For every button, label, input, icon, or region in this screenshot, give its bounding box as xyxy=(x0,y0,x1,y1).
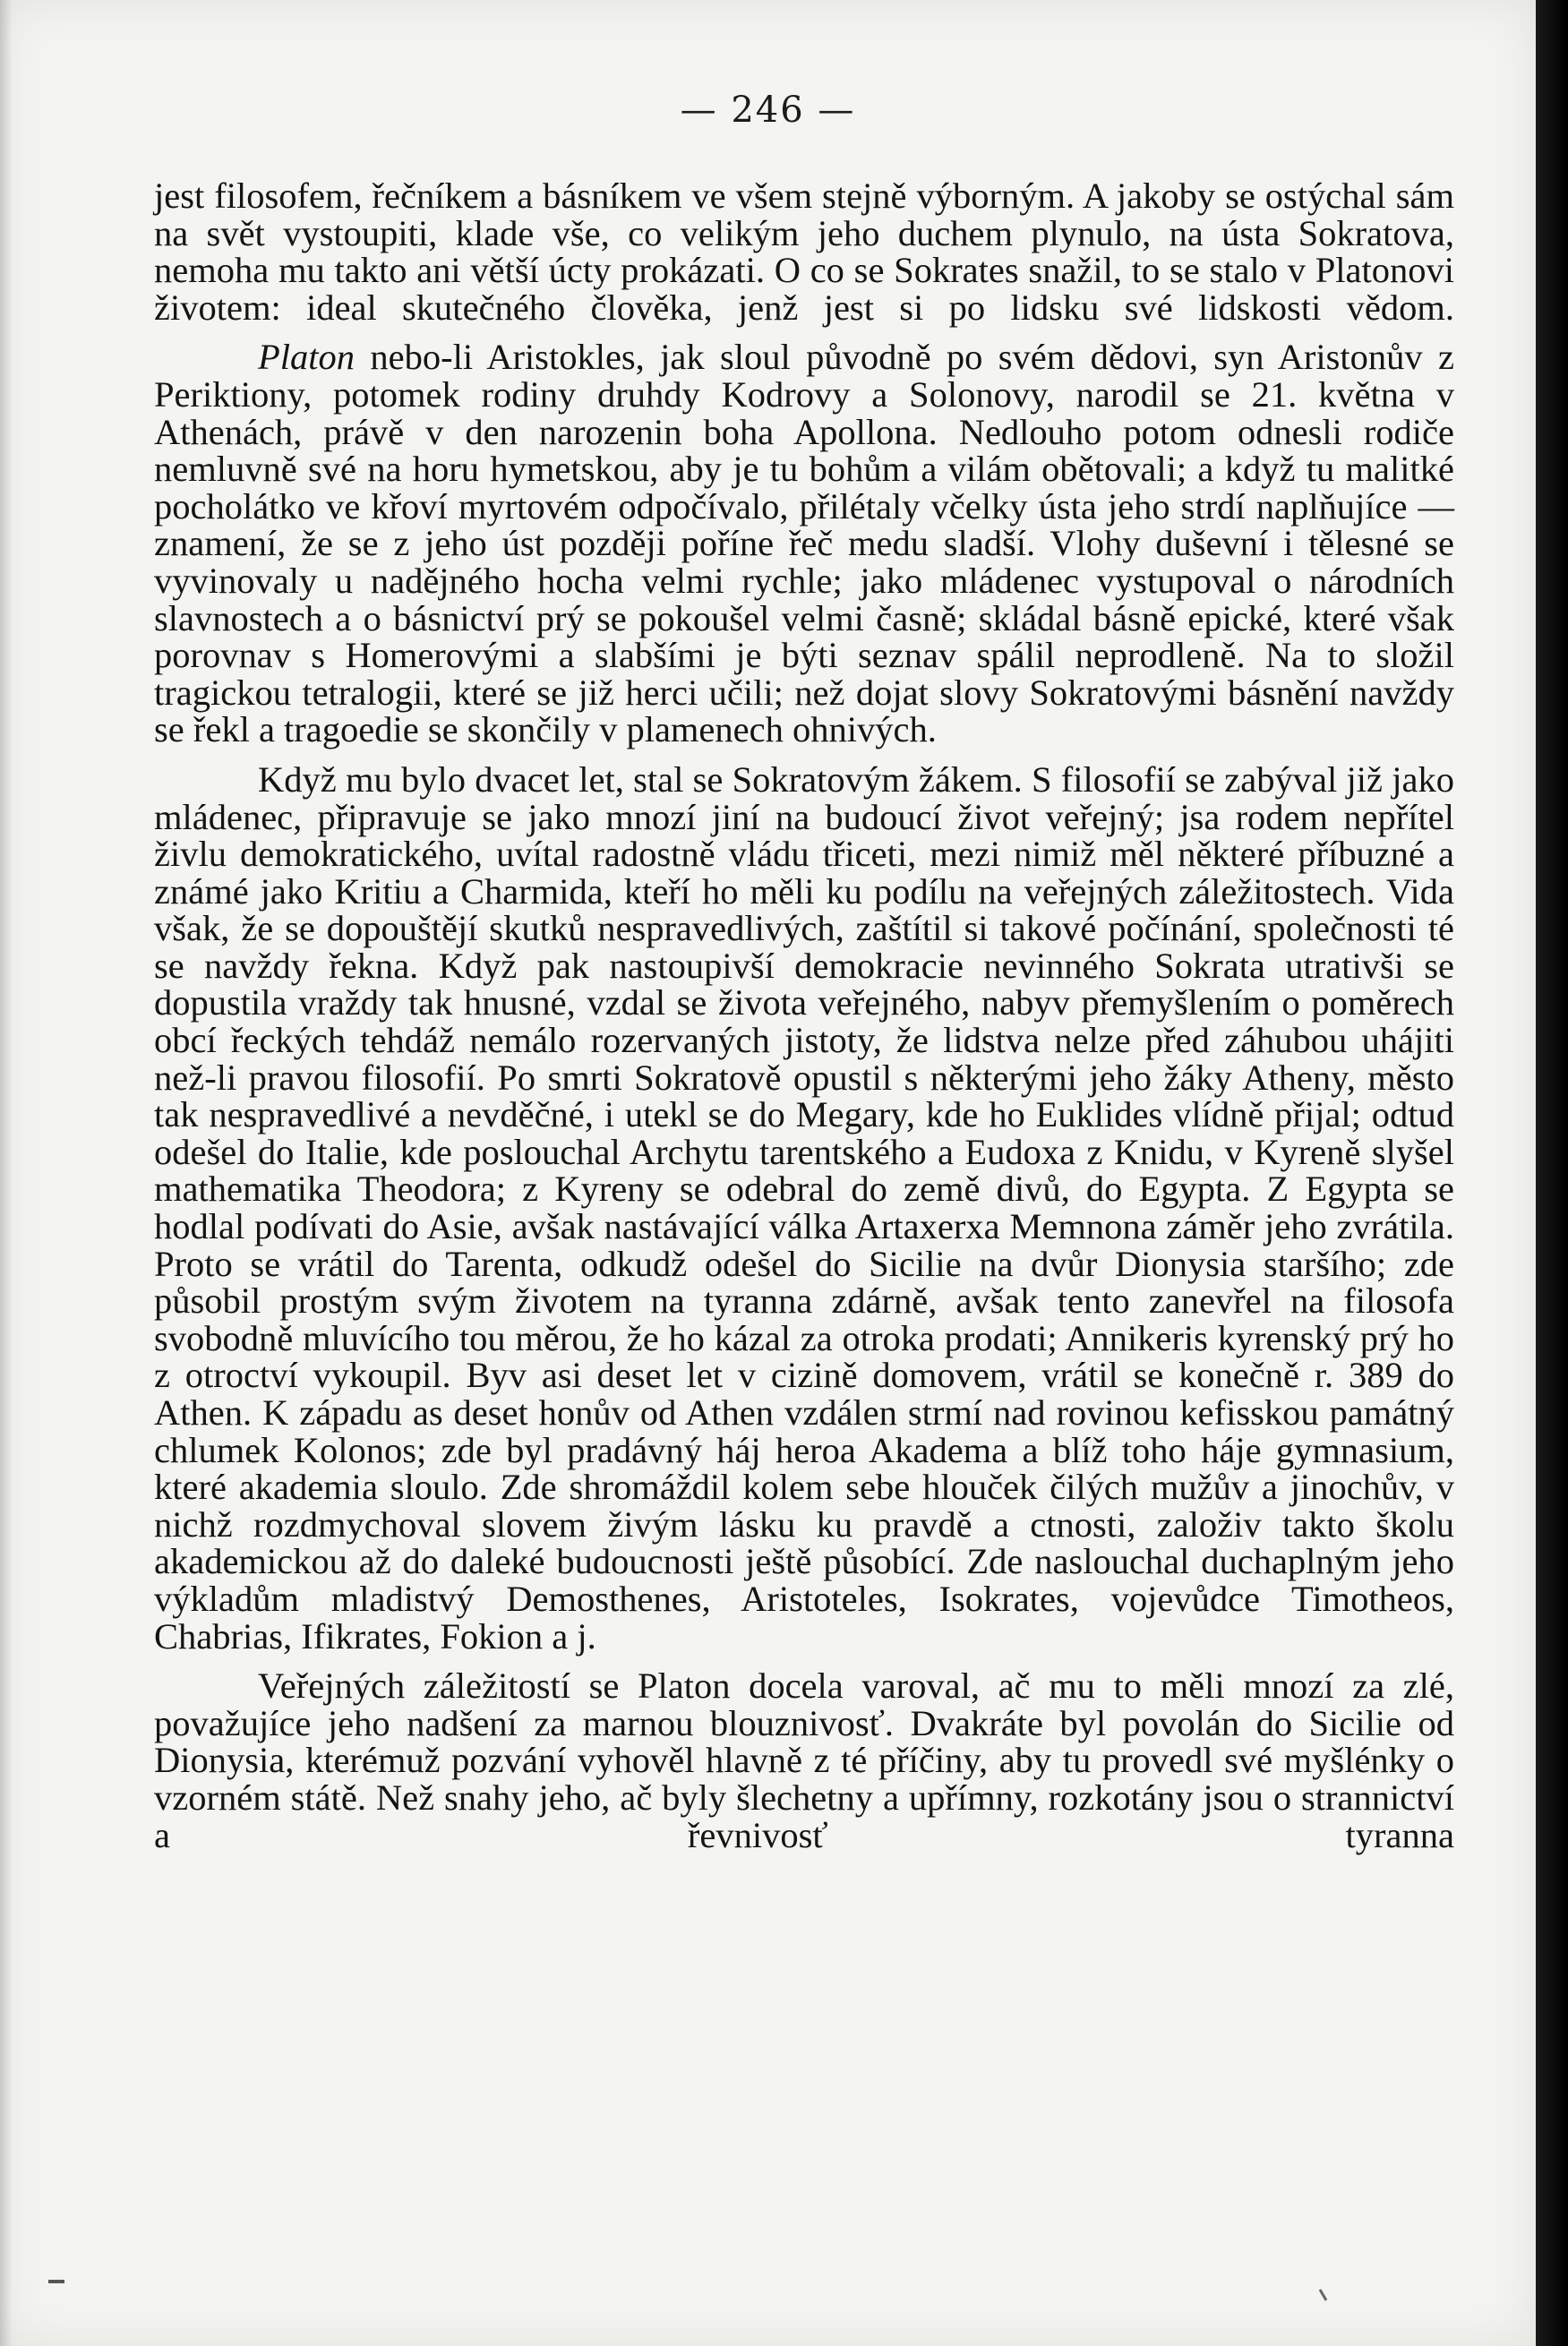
scan-mark xyxy=(48,2280,64,2283)
italic-name-platon: Platon xyxy=(258,337,355,378)
paragraph-3: Když mu bylo dvacet let, stal se Sokratovým žákem. S filosofií se zabýval již jako mládenec, připravuje se jako mnozí jiní na budoucí život veřejný; jsa rodem nepřítel živlu demokratického, uvítal radostně vládu třiceti, mezi nimiž měl některé příbuzné a známé jako Kritiu a Charmida, kteří ho měli ku podílu na veřejných záležitostech. Vida však, že se dopouštějí skutků nespravedlivých, zaštítil si takové počínání, společnosti té se navždy řekna. Když pak nastoupivší demokracie nevinného Sokrata utrativši se dopustila vraždy tak hnusné, vzdal se života veřejného, nabyv přemyšlením o poměrech obcí řeckých tehdáž nemálo rozervaných jistoty, že lidstva nelze před záhubou uhájiti než-li pravou filosofií. Po smrti Sokratově opustil s některými jeho žáky Atheny, město tak nespravedlivé a nevděčné, i utekl se do Megary, kde ho Euklides vlídně přijal; odtud odešel do Italie, kde poslouchal Archytu tarentského a Eudoxa z Knidu, v Kyreně slyšel mathematika Theodora; z Kyreny se odebral do země divů, do Egypta. Z Egypta se hodlal podívati do Asie, avšak nastávající válka Artaxerxa Memnona záměr jeho zvrátila. Proto se vrátil do Tarenta, odkudž odešel do Sicilie na dvůr Dionysia staršího; zde působil prostým svým životem na tyranna zdárně, avšak tento zanevřel na filosofa svobodně mluvícího tou měrou, že ho kázal za otroka prodati; Annikeris kyrenský prý ho z otroctví vykoupil. Byv asi deset let v cizině domovem, vrátil se konečně r. 389 do Athen. K západu as deset honův od Athen vzdálen strmí nad rovinou kefisskou památný chlumek Kolonos; zde byl pradávný háj heroa Akadema a blíž toho háje gymnasium, které akademia sloulo. Zde shromáždil kolem sebe hlouček čilých mužův a jinochův, v nichž rozdmychoval slovem živým lásku ku pravdě a ctnosti, založiv takto školu akademickou až do daleké budoucnosti ještě působící. Zde naslouchal duchaplným jeho výkladům mladistvý Demosthenes, Aristoteles, Isokrates, vojevůdce Timotheos, Chabrias, Ifikrates, Fokion a j. xyxy=(154,758,1454,1657)
paragraph-2-text: nebo-li Aristokles, jak sloul původně po svém dědovi, syn Aristonův z Periktiony, potomek rodiny druhdy Kodrovy a Solonovy, narodil se 21. května v Athenách, právě v den narozenin boha Apollona. Nedlouho potom odnesli rodiče nemluvně své na horu hymetskou, aby je tu bohům a vilám obětovali; a když tu malitké pocholátko ve křoví myrtovém odpočívalo, přilétaly včelky ústa jeho strdí naplňujíce — znamení, že se z jeho úst později poříne řeč medu sladší. Vlohy duševní i tělesné se vyvinovaly u nadějného hocha velmi rychle; jako mládenec vystupoval o národních slavnostech a o básnictví prý se pokoušel velmi časně; skládal básně epické, které však porovnav s Homerovými a slabšími je býti seznav spálil neprodleně. Na to složil tragickou tetralogii, které se již herci učili; než dojat slovy Sokratovými básnění navždy se řekl a tragoedie se skončily v plamenech ohnivých. xyxy=(154,337,1454,750)
scan-mark-bottom xyxy=(1319,2289,1328,2301)
page-shadow-left xyxy=(0,0,13,2346)
paragraph-4: Veřejných záležitostí se Platon docela varoval, ač mu to měli mnozí za zlé, považujíce jeho nadšení za marnou blouznivosť. Dvakráte byl povolán do Sicilie od Dionysia, kterémuž pozvání vyhověl hlavně z té příčiny, aby tu provedl své myšlénky o vzorném státě. Než snahy jeho, ač byly šlechetny a upřímny, rozkotány jsou o strannictví a řevnivosť tyranna xyxy=(154,1665,1454,1855)
body-text xyxy=(154,177,1454,1854)
page-number: — 246 — xyxy=(680,90,856,131)
scan-border-right xyxy=(1536,0,1568,2346)
paragraph-1: jest filosofem, řečníkem a básníkem ve všem stejně výborným. A jakoby se ostýchal sám na svět vystoupiti, klade vše, co velikým jeho duchem plynulo, na ústa Sokratova, nemoha mu takto ani větší úcty prokázati. O co se Sokrates snažil, to se stalo v Platonovi životem: ideal skutečného člověka, jenž jest si po lidsku své lidskosti vědom. xyxy=(154,176,1454,328)
paragraph-2 xyxy=(154,338,1454,749)
